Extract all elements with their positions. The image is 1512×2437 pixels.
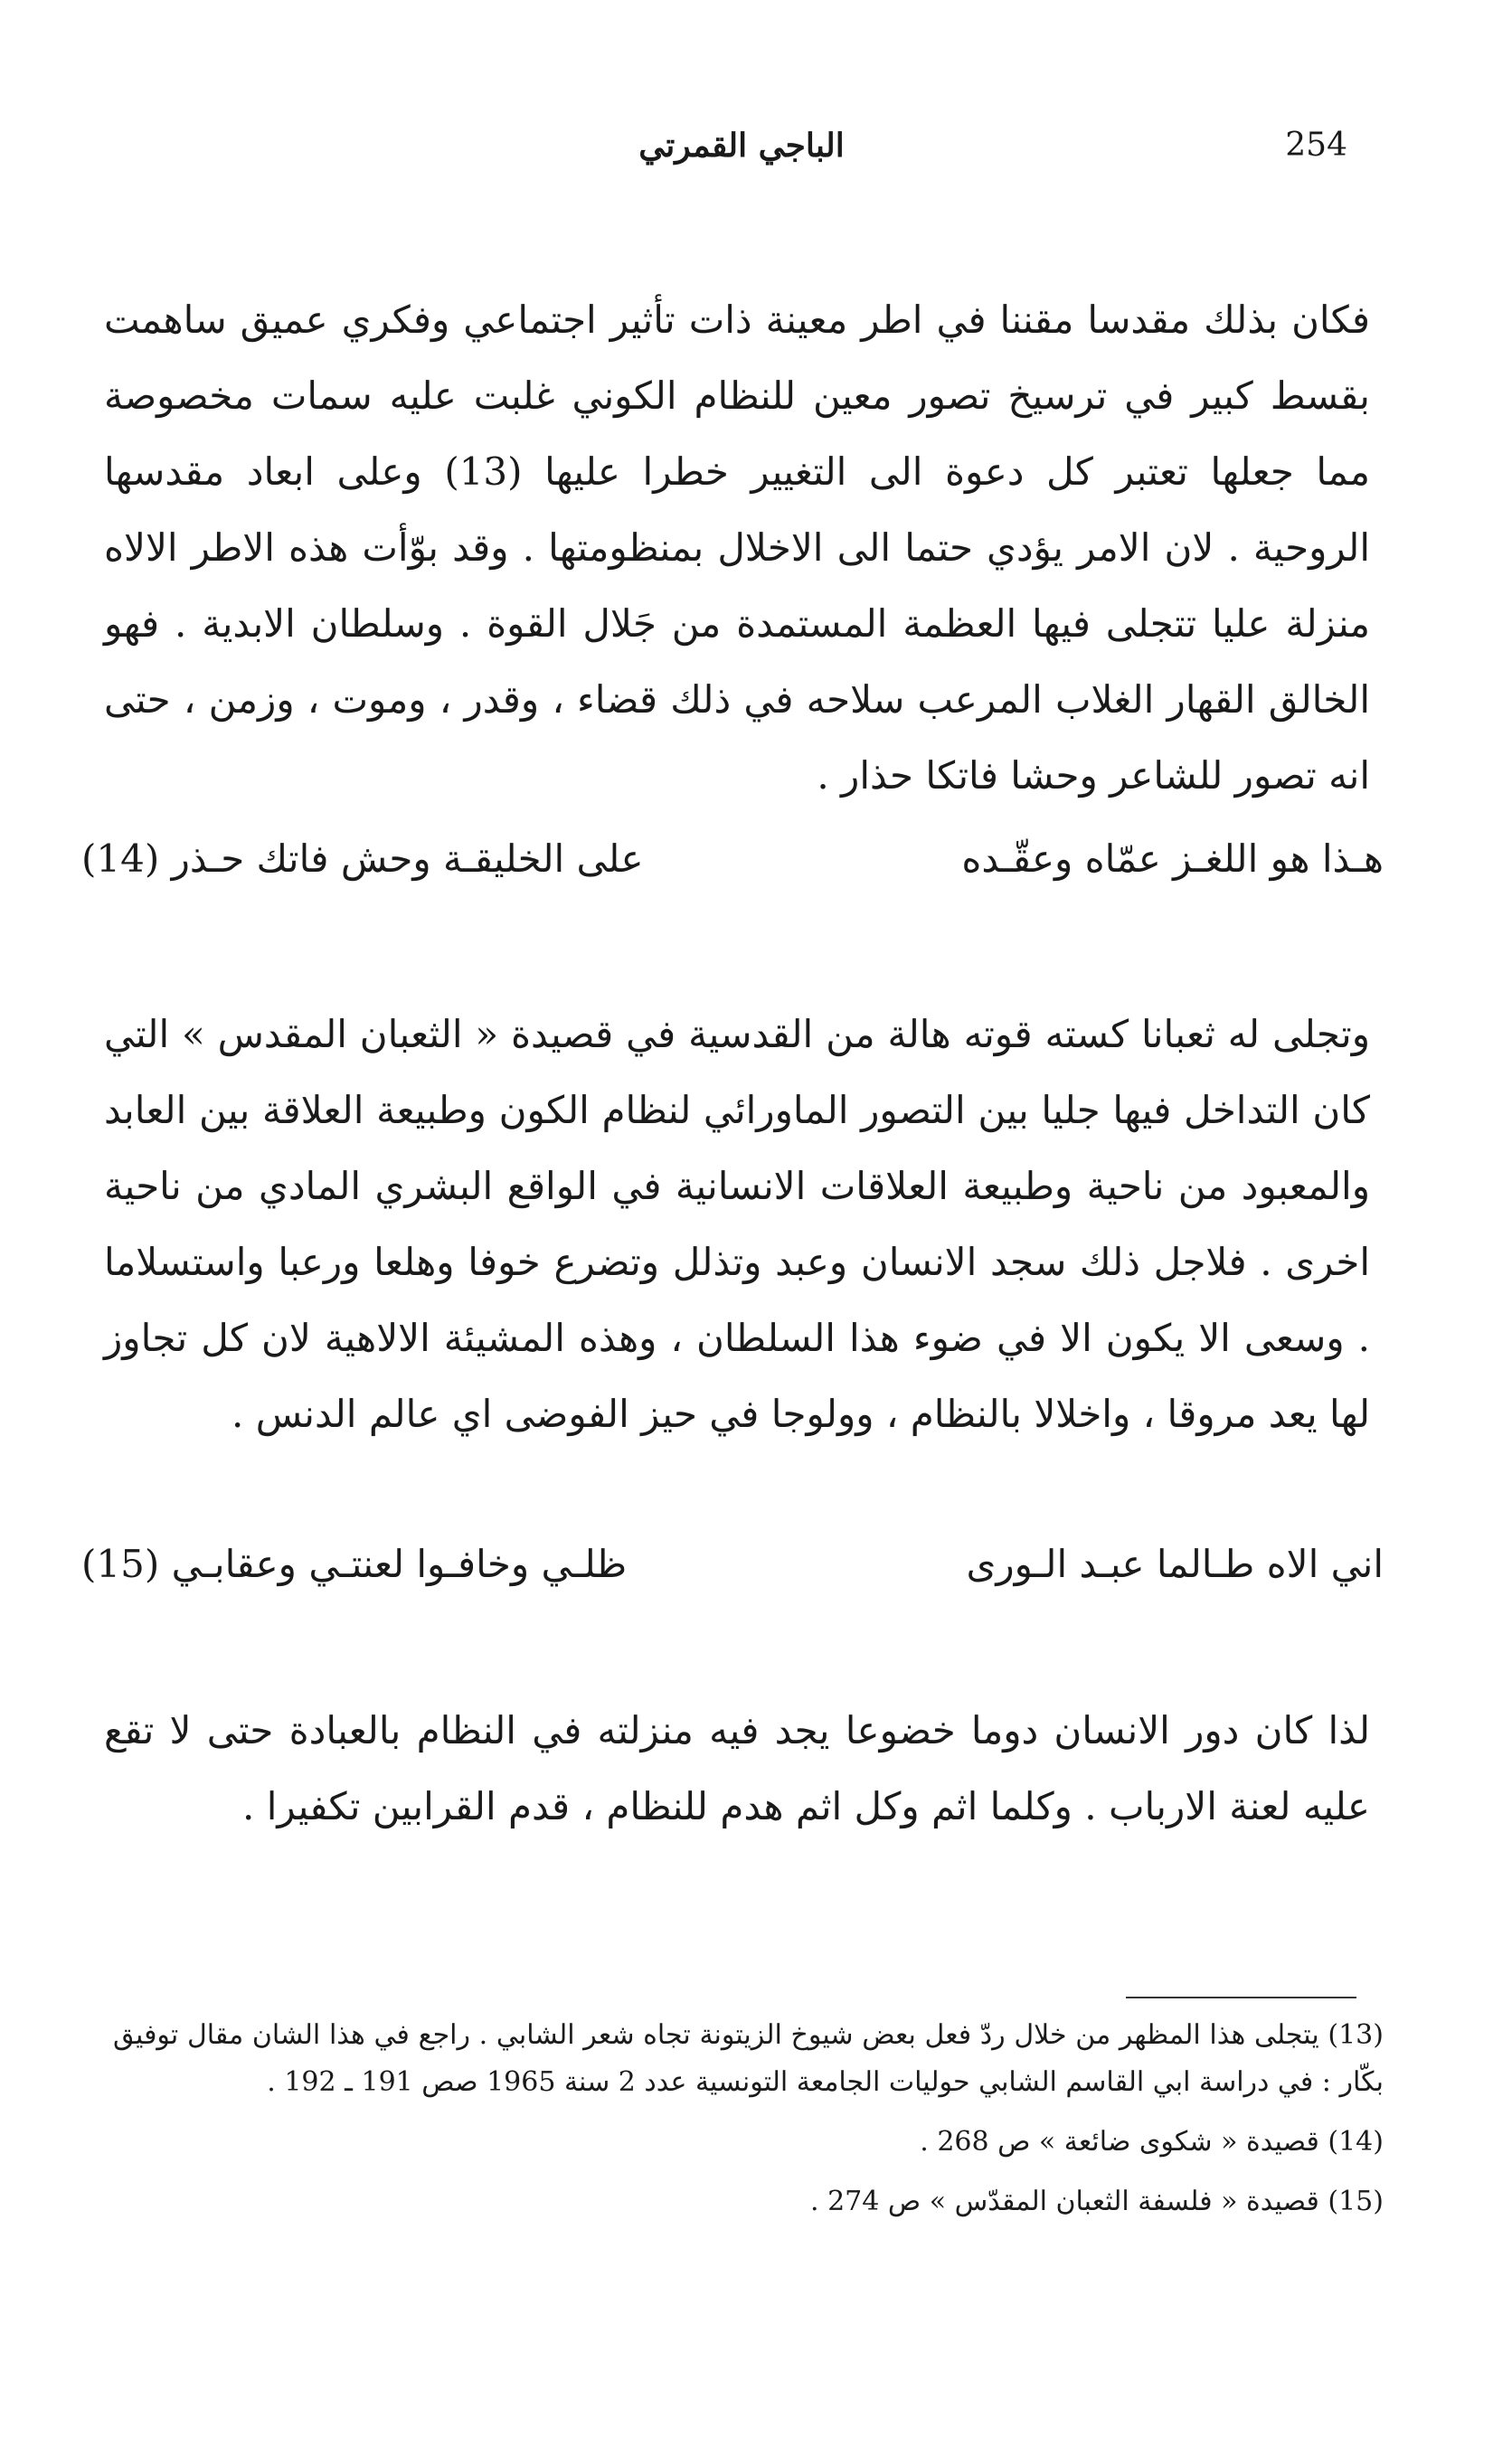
footnote-13: (13) يتجلى هذا المظهر من خلال ردّ فعل بعض شيوخ الزيتونة تجاه شعر الشابي . راجع في هذا الشان مقال توفيق بكّار : في دراسة ابي القاسم الشابي حوليات الجامعة التونسية عدد 2 سنة 1965 صص 191 ـ 192 .: [113, 2019, 1384, 2098]
footnotes: [113, 2012, 1384, 2238]
paragraph-2: وتجلى له ثعبانا كسته قوته هالة من القدسية في قصيدة « الثعبان المقدس » التي كان التداخل فيها جليا بين التصور الماورائي لنظام الكون وطبيعة العلاقة بين العابد والمعبود من ناحية وطبيعة العلاقات الانسانية في الواقع البشري المادي من ناحية اخرى . فلاجل ذلك سجد الانسان وعبد وتذلل وتضرع خوفا وهلعا ورعبا واستسلاما . وسعى الا يكون الا في ضوء هذا السلطان ، وهذه المشيئة الالاهية لان كل تجاوز لها يعد مروقا ، واخلالا بالنظام ، وولوجا في حيز الفوضى اي عالم الدنس .: [104, 1012, 1370, 1436]
verse-line-1: [81, 836, 1384, 909]
footnote-14: (14) قصيدة « شكوى ضائعة » ص 268 .: [920, 2126, 1384, 2158]
paragraph-3: لذا كان دور الانسان دوما خضوعا يجد فيه منزلته في النظام بالعبادة حتى لا تقع عليه لعنة الارباب . وكلما اثم وكل اثم هدم للنظام ، قدم القرابين تكفيرا .: [104, 1708, 1370, 1828]
verse-1-first-hemistich: هـذا هو اللغـز عمّاه وعقّـده: [961, 836, 1384, 881]
verse-2-second-hemistich: ظلـي وخافـوا لعنتـي وعقابـي (15): [81, 1542, 628, 1586]
verse-2-first-hemistich: اني الاه طـالما عبـد الـورى: [966, 1542, 1384, 1586]
page-number: 254: [1285, 127, 1347, 164]
verse-line-2: [81, 1542, 1384, 1614]
verse-1-second-hemistich: على الخليقـة وحش فاتك حـذر (14): [81, 836, 644, 881]
running-head: الباجي القمرتي: [638, 127, 845, 165]
footnote-15: (15) قصيدة « فلسفة الثعبان المقدّس » ص 274 .: [810, 2186, 1384, 2217]
page-header: [99, 127, 1384, 181]
paragraph-1: فكان بذلك مقدسا مقننا في اطر معينة ذات تأثير اجتماعي وفكري عميق ساهمت بقسط كبير في ترسيخ تصور معين للنظام الكوني غلبت عليه سمات مخصوصة مما جعلها تعتبر كل دعوة الى التغيير خطرا عليها (13) وعلى ابعاد مقدسها الروحية . لان الامر يؤدي حتما الى الاخلال بمنظومتها . وقد بوّأت هذه الاطر الالاه منزلة عليا تتجلى فيها العظمة المستمدة من جَلال القوة . وسلطان الابدية . فهو الخالق القهار الغلاب المرعب سلاحه في ذلك قضاء ، وقدر ، وموت ، وزمن ، حتى انه تصور للشاعر وحشا فاتكا حذار .: [104, 298, 1370, 798]
footnote-separator: [1126, 1997, 1356, 1998]
